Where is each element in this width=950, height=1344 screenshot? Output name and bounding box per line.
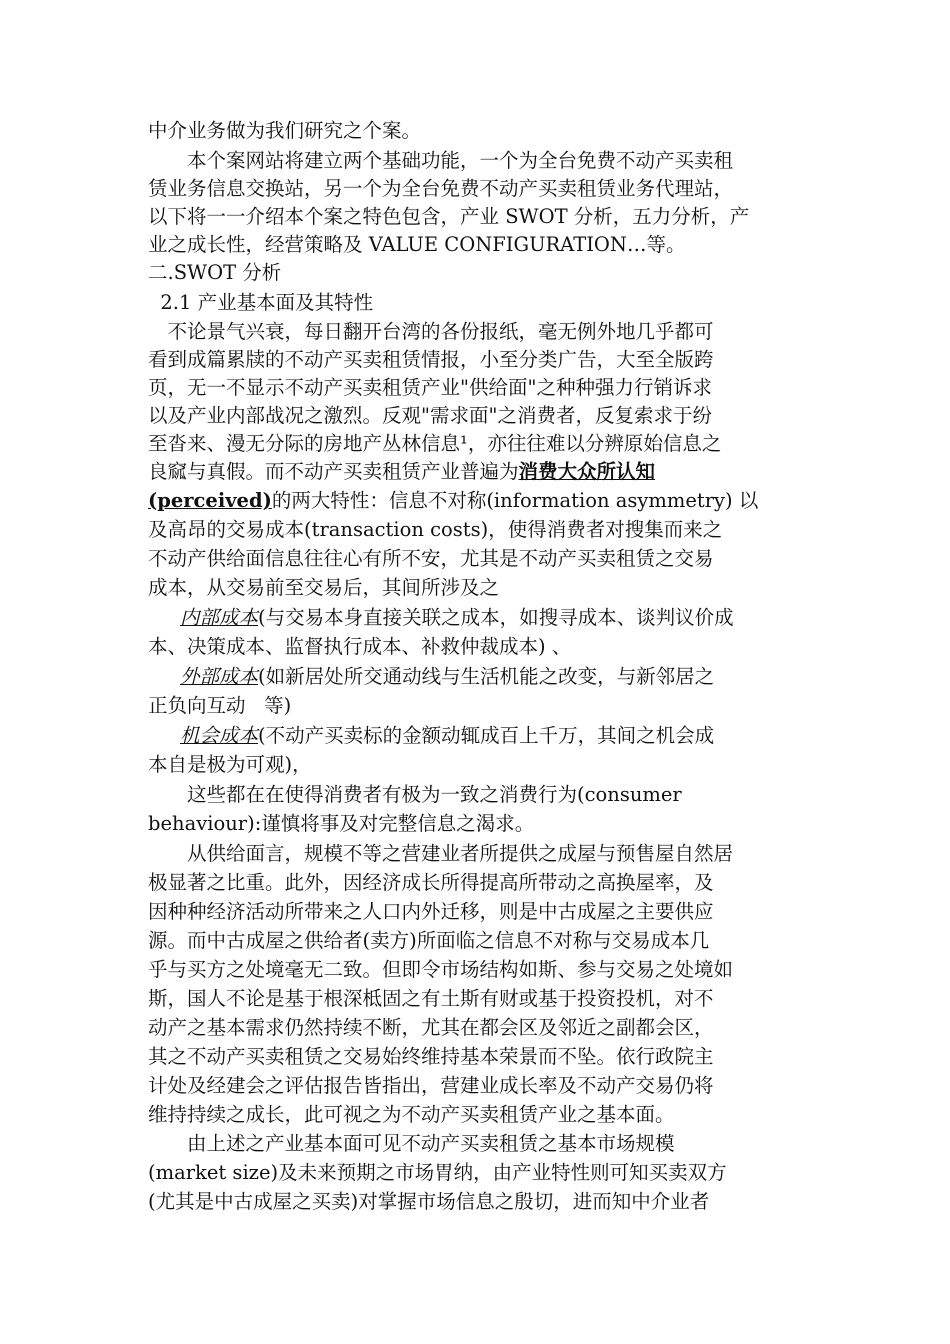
paragraph-line: 本个案网站将建立两个基础功能，一个为全台免费不动产买卖租	[148, 149, 734, 172]
text-span: 的两大特性：信息不对称(information asymmetry) 以	[271, 489, 759, 512]
paragraph-line: 因种种经济活动所带来之人口内外迁移，则是中古成屋之主要供应	[148, 900, 714, 923]
paragraph-line: 由上述之产业基本面可见不动产买卖租赁之基本市场规模	[148, 1132, 675, 1155]
emphasized-term: 消费大众所认知	[518, 460, 656, 483]
paragraph-line: (尤其是中古成屋之买卖)对掌握市场信息之殷切，进而知中介业者	[148, 1190, 710, 1213]
paragraph-line: 看到成篇累牍的不动产买卖租赁情报，小至分类广告，大至全版跨	[148, 348, 714, 371]
paragraph-line: 不论景气兴衰，每日翻开台湾的各份报纸，毫无例外地几乎都可	[148, 320, 714, 343]
paragraph-line: 中介业务做为我们研究之个案。	[148, 119, 422, 142]
paragraph-line: 不动产供给面信息往往心有所不安，尤其是不动产买卖租赁之交易	[148, 547, 714, 570]
paragraph-line: 维持持续之成长，此可视之为不动产买卖租赁产业之基本面。	[148, 1103, 675, 1126]
paragraph-line: 本自是极为可观)，	[148, 753, 312, 776]
paragraph-line: 以及产业内部战况之激烈。反观"需求面"之消费者，反复索求于纷	[148, 404, 712, 427]
paragraph-line: (market size)及未来预期之市场胃纳，由产业特性则可知买卖双方	[148, 1161, 727, 1184]
paragraph-line: 斯，国人不论是基于根深柢固之有土斯有财或基于投资投机，对不	[148, 987, 714, 1010]
paragraph-line	[180, 663, 714, 691]
paragraph-line: 计处及经建会之评估报告皆指出，营建业成长率及不动产交易仍将	[148, 1074, 714, 1097]
paragraph-line: 至沓来、漫无分际的房地产丛林信息¹，亦往往难以分辨原始信息之	[148, 432, 722, 455]
paragraph-line: 从供给面言，规模不等之营建业者所提供之成屋与预售屋自然居	[148, 842, 734, 865]
text-span: (不动产买卖标的金额动辄成百上千万，其间之机会成	[258, 724, 715, 747]
paragraph-line: 这些都在在使得消费者有极为一致之消费行为(consumer	[148, 783, 682, 806]
paragraph-line: 源。而中古成屋之供给者(卖方)所面临之信息不对称与交易成本几	[148, 929, 710, 952]
paragraph-line: 其之不动产买卖租赁之交易始终维持基本荣景而不坠。依行政院主	[148, 1045, 714, 1068]
term-label: 外部成本	[180, 665, 259, 688]
text-span: (如新居处所交通动线与生活机能之改变，与新邻居之	[258, 665, 715, 688]
paragraph-line: 页，无一不显示不动产买卖租赁产业"供给面"之种种强力行销诉求	[148, 376, 712, 399]
paragraph-line: 及高昂的交易成本(transaction costs)，使得消费者对搜集而来之	[148, 518, 723, 541]
paragraph-line	[180, 722, 714, 750]
emphasized-term: (perceived)	[148, 489, 272, 512]
paragraph-line	[148, 458, 655, 486]
section-heading: 二.SWOT 分析	[148, 261, 282, 284]
paragraph-line: 成本，从交易前至交易后，其间所涉及之	[148, 576, 500, 599]
term-label: 内部成本	[180, 606, 259, 629]
paragraph-line	[180, 604, 734, 632]
paragraph-line: 动产之基本需求仍然持续不断，尤其在都会区及邻近之副都会区，	[148, 1016, 714, 1039]
subsection-heading: 2.1 产业基本面及其特性	[148, 291, 374, 314]
paragraph-line: 极显著之比重。此外，因经济成长所得提高所带动之高换屋率，及	[148, 871, 714, 894]
paragraph-line: 本、决策成本、监督执行成本、补救仲裁成本) 、	[148, 635, 572, 658]
paragraph-line: 乎与买方之处境毫无二致。但即令市场结构如斯、参与交易之处境如	[148, 958, 734, 981]
paragraph-line: behaviour):谨慎将事及对完整信息之渴求。	[148, 812, 535, 835]
text-span: (与交易本身直接关联之成本，如搜寻成本、谈判议价成	[258, 606, 734, 629]
text-span: 良窳与真假。而不动产买卖租赁产业普遍为	[148, 460, 519, 483]
paragraph-line: 正负向互动 等)	[148, 694, 292, 717]
paragraph-line: 赁业务信息交换站，另一个为全台免费不动产买卖租赁业务代理站，	[148, 177, 734, 200]
paragraph-line: 业之成长性，经营策略及 VALUE CONFIGURATION…等。	[148, 233, 686, 256]
term-label: 机会成本	[180, 724, 259, 747]
paragraph-line: 以下将一一介绍本个案之特色包含，产业 SWOT 分析，五力分析，产	[148, 205, 750, 228]
paragraph-line	[148, 487, 758, 515]
